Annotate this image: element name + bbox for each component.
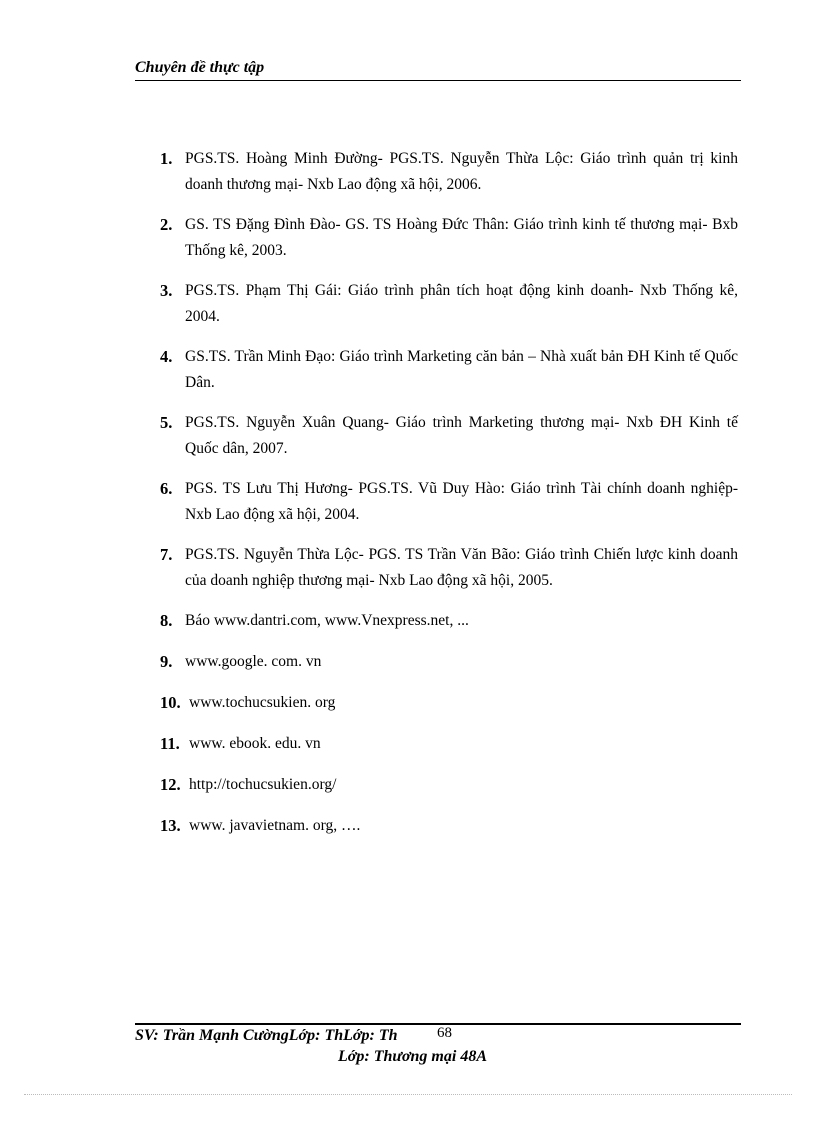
reference-number: 12. [160, 775, 181, 794]
reference-item [160, 410, 738, 462]
reference-number: 5. [160, 413, 173, 432]
reference-number: 11. [160, 734, 180, 753]
reference-number: 8. [160, 611, 173, 630]
reference-number: 2. [160, 215, 173, 234]
reference-item [160, 146, 738, 198]
reference-list [160, 146, 738, 854]
reference-number: 9. [160, 652, 173, 671]
reference-text: http://tochucsukien.org/ [189, 776, 337, 793]
reference-text: PGS.TS. Nguyễn Thừa Lộc- PGS. TS Trần Văn Bão: Giáo trình Chiến lược kinh doanh của doanh nghiệp thương mại- Nxb Lao động xã hội, 2005. [185, 546, 738, 589]
footer-class: Lớp: Thương mại 48A [338, 1048, 487, 1065]
reference-item [160, 608, 738, 634]
reference-item [160, 690, 738, 716]
reference-item [160, 772, 738, 798]
reference-item [160, 731, 738, 757]
reference-item [160, 476, 738, 528]
page-header [135, 58, 741, 81]
reference-text: www. javavietnam. org, …. [189, 817, 361, 834]
reference-text: PGS. TS Lưu Thị Hương- PGS.TS. Vũ Duy Hào: Giáo trình Tài chính doanh nghiệp- Nxb Lao động xã hội, 2004. [185, 480, 738, 523]
reference-text: PGS.TS. Hoàng Minh Đường- PGS.TS. Nguyễn Thừa Lộc: Giáo trình quản trị kinh doanh thương mại- Nxb Lao động xã hội, 2006. [185, 150, 738, 193]
reference-text: GS.TS. Trần Minh Đạo: Giáo trình Marketing căn bản – Nhà xuất bản ĐH Kinh tế Quốc Dân. [185, 348, 738, 391]
reference-text: PGS.TS. Phạm Thị Gái: Giáo trình phân tích hoạt động kinh doanh- Nxb Thống kê, 2004. [185, 282, 738, 325]
reference-item [160, 649, 738, 675]
reference-text: GS. TS Đặng Đình Đào- GS. TS Hoàng Đức Thân: Giáo trình kinh tế thương mại- Bxb Thống kê, 2003. [185, 216, 738, 259]
reference-text: PGS.TS. Nguyễn Xuân Quang- Giáo trình Marketing thương mại- Nxb ĐH Kinh tế Quốc dân, 2007. [185, 414, 738, 457]
reference-item [160, 278, 738, 330]
reference-number: 10. [160, 693, 181, 712]
reference-number: 7. [160, 545, 173, 564]
reference-text: www.google. com. vn [185, 653, 322, 670]
page-bottom-edge [24, 1094, 792, 1095]
reference-item [160, 212, 738, 264]
header-title: Chuyên đề thực tập [135, 59, 265, 76]
footer-student: SV: Trần Mạnh CườngLớp: ThLớp: Th [135, 1027, 398, 1044]
page-number: 68 [437, 1025, 452, 1041]
reference-text: www. ebook. edu. vn [189, 735, 321, 752]
reference-item [160, 542, 738, 594]
reference-number: 6. [160, 479, 173, 498]
reference-item [160, 813, 738, 839]
reference-number: 4. [160, 347, 173, 366]
reference-number: 3. [160, 281, 173, 300]
reference-item [160, 344, 738, 396]
reference-number: 13. [160, 816, 181, 835]
reference-text: www.tochucsukien. org [189, 694, 336, 711]
reference-text: Báo www.dantri.com, www.Vnexpress.net, ... [185, 612, 469, 629]
reference-number: 1. [160, 149, 173, 168]
